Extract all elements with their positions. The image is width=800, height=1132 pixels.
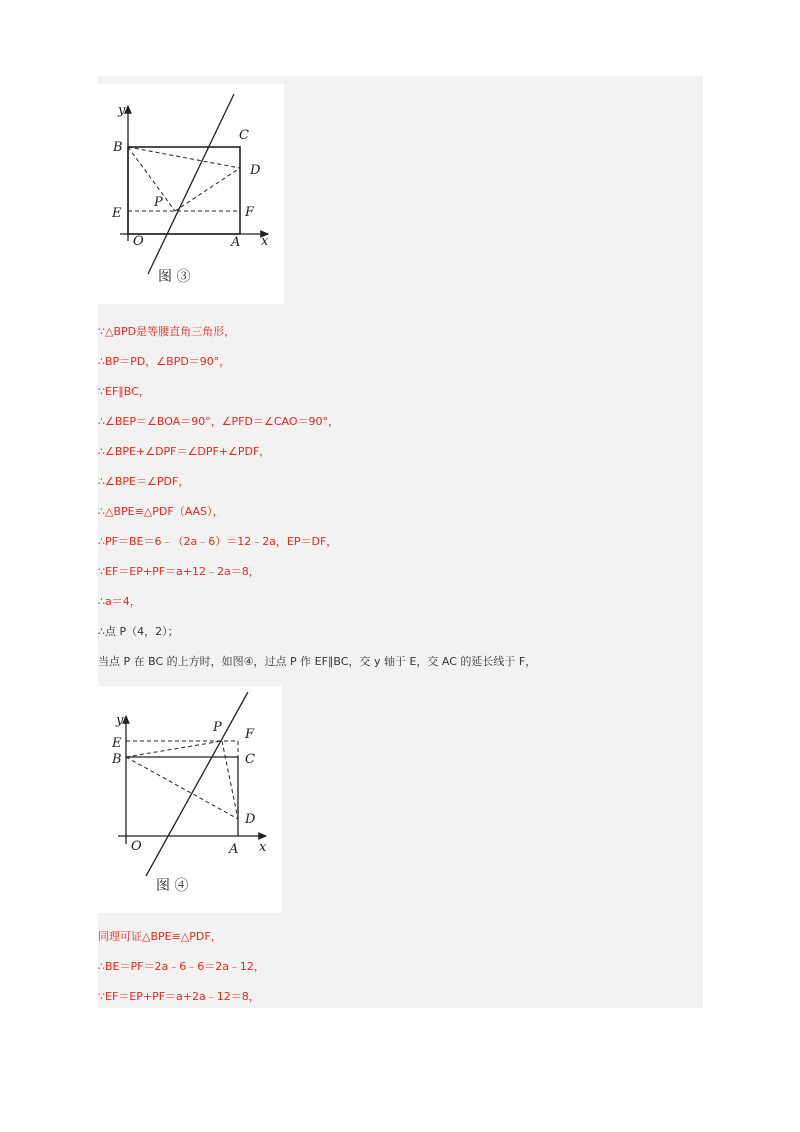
label-y: y — [118, 103, 126, 118]
figure-3 — [98, 84, 284, 304]
label-f: F — [245, 727, 255, 742]
line-bd — [128, 147, 240, 168]
label-x: x — [261, 234, 269, 249]
line-pd — [222, 741, 238, 819]
label-a: A — [231, 235, 241, 250]
label-d: D — [250, 163, 261, 178]
label-e: E — [112, 736, 122, 751]
text-line-13: 同理可证△BPE≌△PDF， — [98, 930, 222, 943]
rectangle-oabc — [128, 147, 240, 234]
text-line-5: ∴∠BPE+∠DPF＝∠DPF+∠PDF， — [98, 445, 271, 458]
figure-4-diagram — [98, 686, 282, 913]
figure-3-diagram — [98, 84, 284, 304]
label-o: O — [131, 839, 142, 854]
label-p: P — [213, 720, 222, 735]
text-line-4: ∴∠BEP＝∠BOA＝90°，∠PFD＝∠CAO＝90°， — [98, 415, 340, 428]
text-line-3: ∵EF∥BC， — [98, 385, 150, 398]
label-a: A — [229, 842, 239, 857]
label-d: D — [245, 812, 256, 827]
line-bd — [126, 757, 238, 819]
line-bp — [126, 741, 222, 757]
figure-3-caption: 图 ③ — [158, 269, 191, 285]
text-line-11: ∴点 P（4，2）； — [98, 625, 179, 638]
slanted-line — [148, 94, 234, 274]
rectangle-oabc — [126, 757, 238, 836]
figure-4-caption: 图 ④ — [156, 878, 189, 894]
label-e: E — [112, 206, 122, 221]
label-f: F — [245, 205, 255, 220]
label-x: x — [259, 840, 267, 855]
text-line-2: ∴BP＝PD，∠BPD＝90°， — [98, 355, 231, 368]
text-line-7: ∴△BPE≌△PDF（AAS）， — [98, 505, 224, 518]
text-line-8: ∴PF＝BE＝6﹣（2a﹣6）＝12﹣2a，EP＝DF， — [98, 535, 338, 548]
text-line-6: ∴∠BPE＝∠PDF， — [98, 475, 190, 488]
text-line-1: ∵△BPD是等腰直角三角形， — [98, 325, 236, 338]
figure-4 — [98, 686, 282, 913]
label-b: B — [112, 752, 122, 767]
line-pd — [175, 168, 240, 211]
label-b: B — [113, 140, 123, 155]
text-line-9: ∵EF＝EP+PF＝a+12﹣2a＝8， — [98, 565, 260, 578]
label-p: P — [154, 195, 163, 210]
label-c: C — [245, 752, 255, 767]
label-o: O — [133, 234, 144, 249]
label-c: C — [239, 128, 249, 143]
line-bp — [128, 147, 175, 211]
label-y: y — [116, 713, 124, 728]
text-line-10: ∴a＝4， — [98, 595, 141, 608]
text-line-14: ∴BE＝PF＝2a﹣6﹣6＝2a﹣12， — [98, 960, 265, 973]
text-line-15: ∵EF＝EP+PF＝a+2a﹣12＝8， — [98, 990, 260, 1003]
text-line-12: 当点 P 在 BC 的上方时，如图④，过点 P 作 EF∥BC，交 y 轴于 E，交 AC 的延长线于 F， — [98, 655, 537, 668]
